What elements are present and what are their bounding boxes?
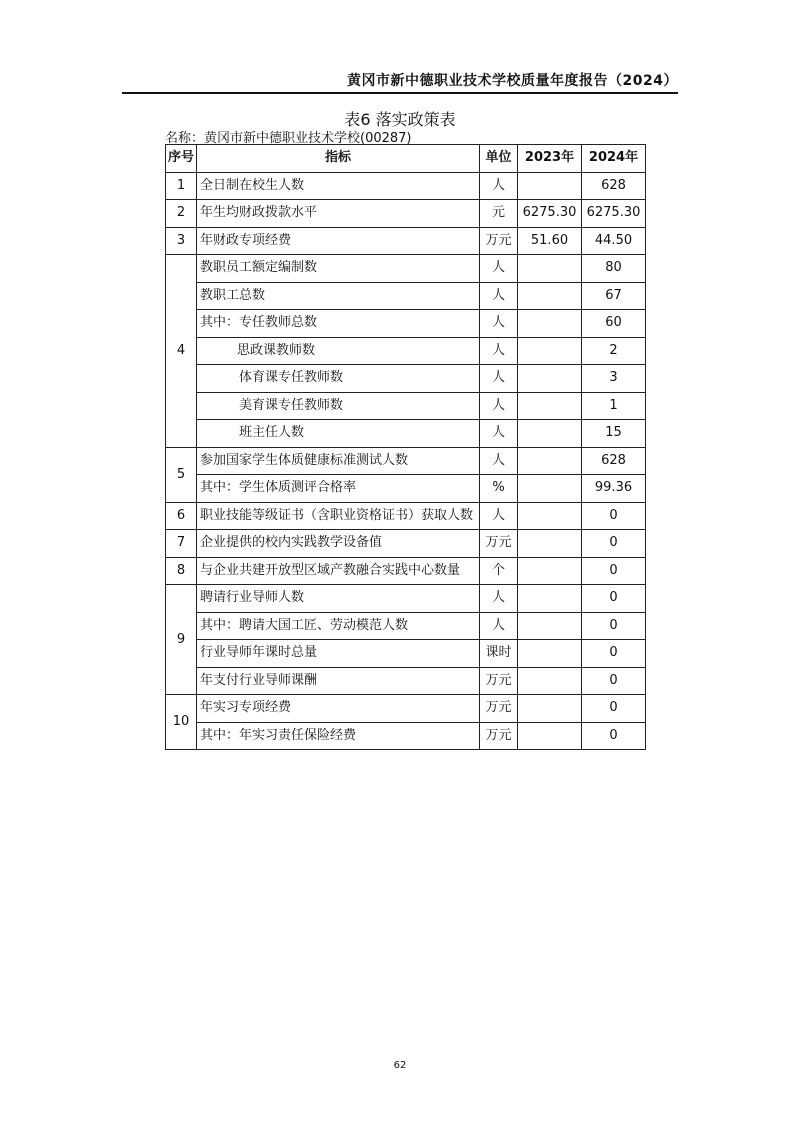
row-seq-cell: 7 bbox=[166, 530, 197, 558]
unit-cell: 人 bbox=[480, 612, 518, 640]
row-seq-cell: 9 bbox=[166, 585, 197, 695]
unit-cell: 人 bbox=[480, 585, 518, 613]
table-row bbox=[166, 502, 646, 530]
row-seq-cell: 8 bbox=[166, 557, 197, 585]
value-2023-cell bbox=[518, 612, 582, 640]
indicator-cell: 年实习专项经费 bbox=[197, 695, 480, 723]
unit-cell: 课时 bbox=[480, 640, 518, 668]
row-seq-cell: 5 bbox=[166, 447, 197, 502]
value-2023-cell bbox=[518, 640, 582, 668]
indicator-cell: 职业技能等级证书（含职业资格证书）获取人数 bbox=[197, 502, 480, 530]
indicator-cell: 年财政专项经费 bbox=[197, 227, 480, 255]
column-header-seq: 序号 bbox=[166, 145, 197, 173]
value-2023-cell bbox=[518, 502, 582, 530]
policy-table bbox=[165, 144, 646, 750]
table-title: 表6 落实政策表 bbox=[344, 110, 456, 129]
indicator-cell: 年支付行业导师课酬 bbox=[197, 667, 480, 695]
table-row bbox=[166, 392, 646, 420]
indicator-cell: 行业导师年课时总量 bbox=[197, 640, 480, 668]
value-2023-cell bbox=[518, 310, 582, 338]
value-2023-cell bbox=[518, 695, 582, 723]
table-row bbox=[166, 530, 646, 558]
indicator-cell: 其中：专任教师总数 bbox=[197, 310, 480, 338]
row-seq-cell: 4 bbox=[166, 255, 197, 448]
table-row bbox=[166, 667, 646, 695]
indicator-cell: 教职员工额定编制数 bbox=[197, 255, 480, 283]
value-2023-cell bbox=[518, 722, 582, 750]
table-row bbox=[166, 612, 646, 640]
table-row bbox=[166, 172, 646, 200]
unit-cell: 人 bbox=[480, 447, 518, 475]
value-2024-cell: 0 bbox=[582, 585, 646, 613]
unit-cell: 人 bbox=[480, 255, 518, 283]
value-2024-cell: 0 bbox=[582, 667, 646, 695]
unit-cell: 人 bbox=[480, 282, 518, 310]
unit-cell: 人 bbox=[480, 337, 518, 365]
row-seq-cell: 1 bbox=[166, 172, 197, 200]
value-2023-cell bbox=[518, 392, 582, 420]
table-row bbox=[166, 722, 646, 750]
indicator-cell: 其中：年实习责任保险经费 bbox=[197, 722, 480, 750]
value-2024-cell: 0 bbox=[582, 612, 646, 640]
header-rule bbox=[122, 92, 678, 94]
indicator-cell: 其中：聘请大国工匠、劳动模范人数 bbox=[197, 612, 480, 640]
unit-cell: 万元 bbox=[480, 722, 518, 750]
row-seq-cell: 10 bbox=[166, 695, 197, 750]
unit-cell: 人 bbox=[480, 502, 518, 530]
value-2024-cell: 6275.30 bbox=[582, 200, 646, 228]
unit-cell: 人 bbox=[480, 310, 518, 338]
indicator-cell: 年生均财政拨款水平 bbox=[197, 200, 480, 228]
value-2024-cell: 67 bbox=[582, 282, 646, 310]
unit-cell: 万元 bbox=[480, 695, 518, 723]
table-row bbox=[166, 475, 646, 503]
value-2023-cell bbox=[518, 420, 582, 448]
report-header-title: 黄冈市新中德职业技术学校质量年度报告（2024） bbox=[347, 73, 678, 89]
column-header-indicator: 指标 bbox=[197, 145, 480, 173]
value-2024-cell: 0 bbox=[582, 722, 646, 750]
value-2024-cell: 1 bbox=[582, 392, 646, 420]
indicator-cell: 教职工总数 bbox=[197, 282, 480, 310]
value-2023-cell: 51.60 bbox=[518, 227, 582, 255]
indicator-cell: 企业提供的校内实践教学设备值 bbox=[197, 530, 480, 558]
column-header-2023: 2023年 bbox=[518, 145, 582, 173]
indicator-cell: 其中：学生体质测评合格率 bbox=[197, 475, 480, 503]
table-row bbox=[166, 420, 646, 448]
table-row bbox=[166, 365, 646, 393]
value-2023-cell: 6275.30 bbox=[518, 200, 582, 228]
indicator-cell: 思政课教师数 bbox=[197, 337, 480, 365]
value-2024-cell: 0 bbox=[582, 530, 646, 558]
value-2023-cell bbox=[518, 585, 582, 613]
table-row bbox=[166, 557, 646, 585]
value-2024-cell: 80 bbox=[582, 255, 646, 283]
indicator-cell: 体育课专任教师数 bbox=[197, 365, 480, 393]
value-2024-cell: 0 bbox=[582, 502, 646, 530]
value-2023-cell bbox=[518, 337, 582, 365]
table-row bbox=[166, 337, 646, 365]
column-header-unit: 单位 bbox=[480, 145, 518, 173]
table-header-row bbox=[166, 145, 646, 173]
table-row bbox=[166, 255, 646, 283]
unit-cell: 元 bbox=[480, 200, 518, 228]
value-2023-cell bbox=[518, 475, 582, 503]
value-2023-cell bbox=[518, 447, 582, 475]
indicator-cell: 美育课专任教师数 bbox=[197, 392, 480, 420]
value-2023-cell bbox=[518, 282, 582, 310]
value-2024-cell: 15 bbox=[582, 420, 646, 448]
table-row bbox=[166, 695, 646, 723]
value-2024-cell: 0 bbox=[582, 557, 646, 585]
unit-cell: 万元 bbox=[480, 227, 518, 255]
table-row bbox=[166, 227, 646, 255]
unit-cell: 人 bbox=[480, 365, 518, 393]
table-row bbox=[166, 585, 646, 613]
value-2024-cell: 60 bbox=[582, 310, 646, 338]
unit-cell: 人 bbox=[480, 420, 518, 448]
row-seq-cell: 2 bbox=[166, 200, 197, 228]
value-2024-cell: 0 bbox=[582, 695, 646, 723]
unit-cell: 万元 bbox=[480, 530, 518, 558]
unit-cell: 人 bbox=[480, 172, 518, 200]
value-2023-cell bbox=[518, 667, 582, 695]
value-2024-cell: 628 bbox=[582, 447, 646, 475]
value-2024-cell: 3 bbox=[582, 365, 646, 393]
value-2024-cell: 0 bbox=[582, 640, 646, 668]
value-2023-cell bbox=[518, 255, 582, 283]
page-number: 62 bbox=[393, 1060, 407, 1071]
value-2023-cell bbox=[518, 557, 582, 585]
unit-cell: % bbox=[480, 475, 518, 503]
value-2024-cell: 44.50 bbox=[582, 227, 646, 255]
table-body bbox=[166, 172, 646, 750]
unit-cell: 人 bbox=[480, 392, 518, 420]
row-seq-cell: 6 bbox=[166, 502, 197, 530]
value-2024-cell: 2 bbox=[582, 337, 646, 365]
indicator-cell: 全日制在校生人数 bbox=[197, 172, 480, 200]
unit-cell: 万元 bbox=[480, 667, 518, 695]
value-2024-cell: 628 bbox=[582, 172, 646, 200]
indicator-cell: 与企业共建开放型区域产教融合实践中心数量 bbox=[197, 557, 480, 585]
value-2023-cell bbox=[518, 172, 582, 200]
table-row bbox=[166, 447, 646, 475]
indicator-cell: 参加国家学生体质健康标准测试人数 bbox=[197, 447, 480, 475]
column-header-2024: 2024年 bbox=[582, 145, 646, 173]
table-row bbox=[166, 640, 646, 668]
row-seq-cell: 3 bbox=[166, 227, 197, 255]
indicator-cell: 班主任人数 bbox=[197, 420, 480, 448]
organization-line: 名称：黄冈市新中德职业技术学校(00287) bbox=[165, 131, 412, 146]
indicator-cell: 聘请行业导师人数 bbox=[197, 585, 480, 613]
value-2024-cell: 99.36 bbox=[582, 475, 646, 503]
value-2023-cell bbox=[518, 365, 582, 393]
table-row bbox=[166, 282, 646, 310]
value-2023-cell bbox=[518, 530, 582, 558]
table-row bbox=[166, 200, 646, 228]
table-row bbox=[166, 310, 646, 338]
unit-cell: 个 bbox=[480, 557, 518, 585]
